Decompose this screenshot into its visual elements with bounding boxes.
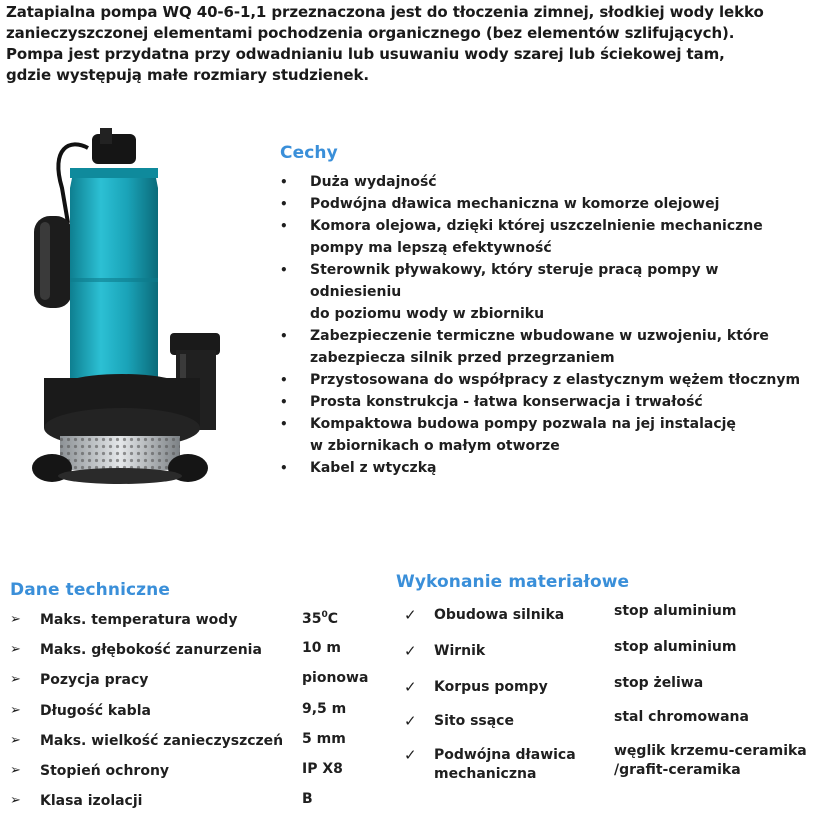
material-row — [396, 672, 811, 706]
tech-row — [10, 757, 390, 787]
feature-item — [280, 369, 805, 391]
check-icon: ✓ — [404, 712, 417, 730]
tech-value-unit: C — [327, 611, 339, 627]
feature-text-continued: do poziomu wody w zbiorniku — [310, 306, 545, 322]
tech-value — [302, 640, 341, 656]
tech-value-number: 5 mm — [302, 730, 346, 747]
tech-value-superscript: 0 — [321, 610, 328, 620]
feature-text: Komora olejowa, dzięki której uszczelnienie mechaniczne — [310, 218, 763, 234]
materials-title: Wykonanie materiałowe — [396, 572, 630, 592]
material-row — [396, 706, 811, 740]
material-label-line: Podwójna dławica — [434, 747, 576, 763]
feature-text: Kompaktowa budowa pompy pozwala na jej instalację — [310, 416, 736, 432]
arrow-icon: ➢ — [10, 672, 21, 688]
material-label — [434, 712, 614, 731]
intro-line: zanieczyszczonej elementami pochodzenia organicznego (bez elementów szlifujących). — [6, 24, 735, 42]
tech-data-section — [10, 580, 390, 817]
bullet-icon: • — [280, 175, 288, 189]
tech-label: Klasa izolacji — [40, 793, 143, 810]
material-value-line: stal chromowana — [614, 709, 749, 725]
feature-text: Sterownik pływakowy, który steruje pracą pompy w odniesieniu — [310, 262, 719, 300]
arrow-icon: ➢ — [10, 702, 21, 718]
feature-text: Kabel z wtyczką — [310, 460, 437, 476]
material-label — [434, 606, 614, 625]
tech-value-number: B — [302, 791, 313, 808]
bullet-icon: • — [280, 219, 288, 233]
feature-text: Zabezpieczenie termiczne wbudowane w uzwojeniu, które — [310, 328, 769, 344]
feature-text-continued: zabezpiecza silnik przed przegrzaniem — [310, 350, 615, 366]
material-value-line: stop aluminium — [614, 639, 737, 655]
arrow-icon: ➢ — [10, 612, 21, 627]
material-label-line: Wirnik — [434, 643, 486, 659]
material-value-line: węglik krzemu-ceramika — [614, 743, 807, 759]
tech-label: Stopień ochrony — [40, 762, 170, 779]
tech-value-number: IP X8 — [302, 760, 343, 777]
intro-line: Zatapialna pompa WQ 40-6-1,1 przeznaczona jest do tłoczenia zimnej, słodkiej wody lekko — [6, 3, 764, 21]
intro-line: Pompa jest przydatna przy odwadnianiu lub usuwaniu wody szarej lub ściekowej tam, — [6, 45, 725, 63]
bullet-icon: • — [280, 263, 288, 277]
tech-label: Pozycja pracy — [40, 672, 149, 689]
feature-item — [280, 325, 805, 369]
material-value-line: stop żeliwa — [614, 675, 704, 691]
feature-text: Prosta konstrukcja - łatwa konserwacja i trwałość — [310, 394, 703, 410]
tech-value — [302, 610, 338, 627]
material-row — [396, 636, 811, 672]
tech-row — [10, 666, 390, 696]
material-value — [614, 602, 813, 621]
material-label-line: Obudowa silnika — [434, 607, 565, 623]
feature-item — [280, 171, 805, 193]
feature-item — [280, 215, 805, 259]
feature-text-continued: w zbiornikach o małym otworze — [310, 438, 560, 454]
tech-value — [302, 761, 343, 777]
check-icon: ✓ — [404, 606, 417, 624]
material-value — [614, 674, 813, 693]
feature-text: Duża wydajność — [310, 174, 437, 190]
material-value — [614, 742, 813, 780]
tech-data-title: Dane techniczne — [10, 580, 171, 600]
material-label-line: Sito ssące — [434, 713, 514, 729]
material-value — [614, 638, 813, 657]
material-value — [614, 708, 813, 727]
material-value-line: stop aluminium — [614, 603, 737, 619]
feature-item — [280, 193, 805, 215]
material-label — [434, 678, 614, 697]
tech-label: Maks. wielkość zanieczyszczeń — [40, 732, 284, 749]
tech-value-number: 35 — [302, 611, 322, 627]
intro-line: gdzie występują małe rozmiary studzienek. — [6, 66, 369, 84]
tech-row — [10, 606, 390, 636]
arrow-icon: ➢ — [10, 793, 21, 809]
materials-table — [396, 600, 811, 786]
feature-text-continued: pompy ma lepszą efektywność — [310, 240, 552, 256]
material-row — [396, 600, 811, 636]
arrow-icon: ➢ — [10, 762, 21, 778]
pump-image — [30, 128, 240, 490]
check-icon: ✓ — [404, 678, 417, 696]
bullet-icon: • — [280, 197, 288, 211]
material-label — [434, 746, 614, 784]
intro-paragraph — [6, 2, 806, 86]
tech-label: Długość kabla — [40, 702, 151, 719]
arrow-icon: ➢ — [10, 732, 21, 748]
feature-item — [280, 391, 805, 413]
tech-row — [10, 697, 390, 727]
check-icon: ✓ — [404, 642, 417, 660]
tech-value-number: 10 m — [302, 640, 341, 657]
feature-item — [280, 413, 805, 457]
bullet-icon: • — [280, 329, 288, 343]
features-list — [280, 171, 805, 479]
feature-text: Przystosowana do współpracy z elastycznym wężem tłocznym — [310, 372, 801, 388]
feature-item — [280, 457, 805, 479]
tech-label: Maks. głębokość zanurzenia — [40, 642, 262, 659]
materials-section — [396, 572, 811, 786]
feature-text: Podwójna dławica mechaniczna w komorze olejowej — [310, 196, 720, 212]
tech-label: Maks. temperatura wody — [40, 612, 238, 628]
bullet-icon: • — [280, 373, 288, 387]
material-label-line: mechaniczna — [434, 766, 537, 782]
bullet-icon: • — [280, 417, 288, 431]
tech-row — [10, 636, 390, 666]
material-row — [396, 740, 811, 786]
tech-value — [302, 670, 368, 686]
tech-value — [302, 731, 346, 747]
tech-row — [10, 727, 390, 757]
material-value-line: /grafit-ceramika — [614, 762, 741, 778]
material-label-line: Korpus pompy — [434, 679, 548, 695]
check-icon: ✓ — [404, 746, 417, 764]
features-title: Cechy — [280, 143, 338, 163]
features-section — [280, 143, 805, 479]
tech-value — [302, 791, 313, 807]
feature-item — [280, 259, 805, 325]
tech-value-number: 9,5 m — [302, 700, 347, 717]
tech-value — [302, 701, 346, 717]
tech-row — [10, 787, 390, 817]
tech-data-table — [10, 606, 390, 817]
bullet-icon: • — [280, 461, 288, 475]
material-label — [434, 642, 614, 661]
bullet-icon: • — [280, 395, 288, 409]
arrow-icon: ➢ — [10, 642, 21, 658]
tech-value-number: pionowa — [302, 670, 369, 687]
